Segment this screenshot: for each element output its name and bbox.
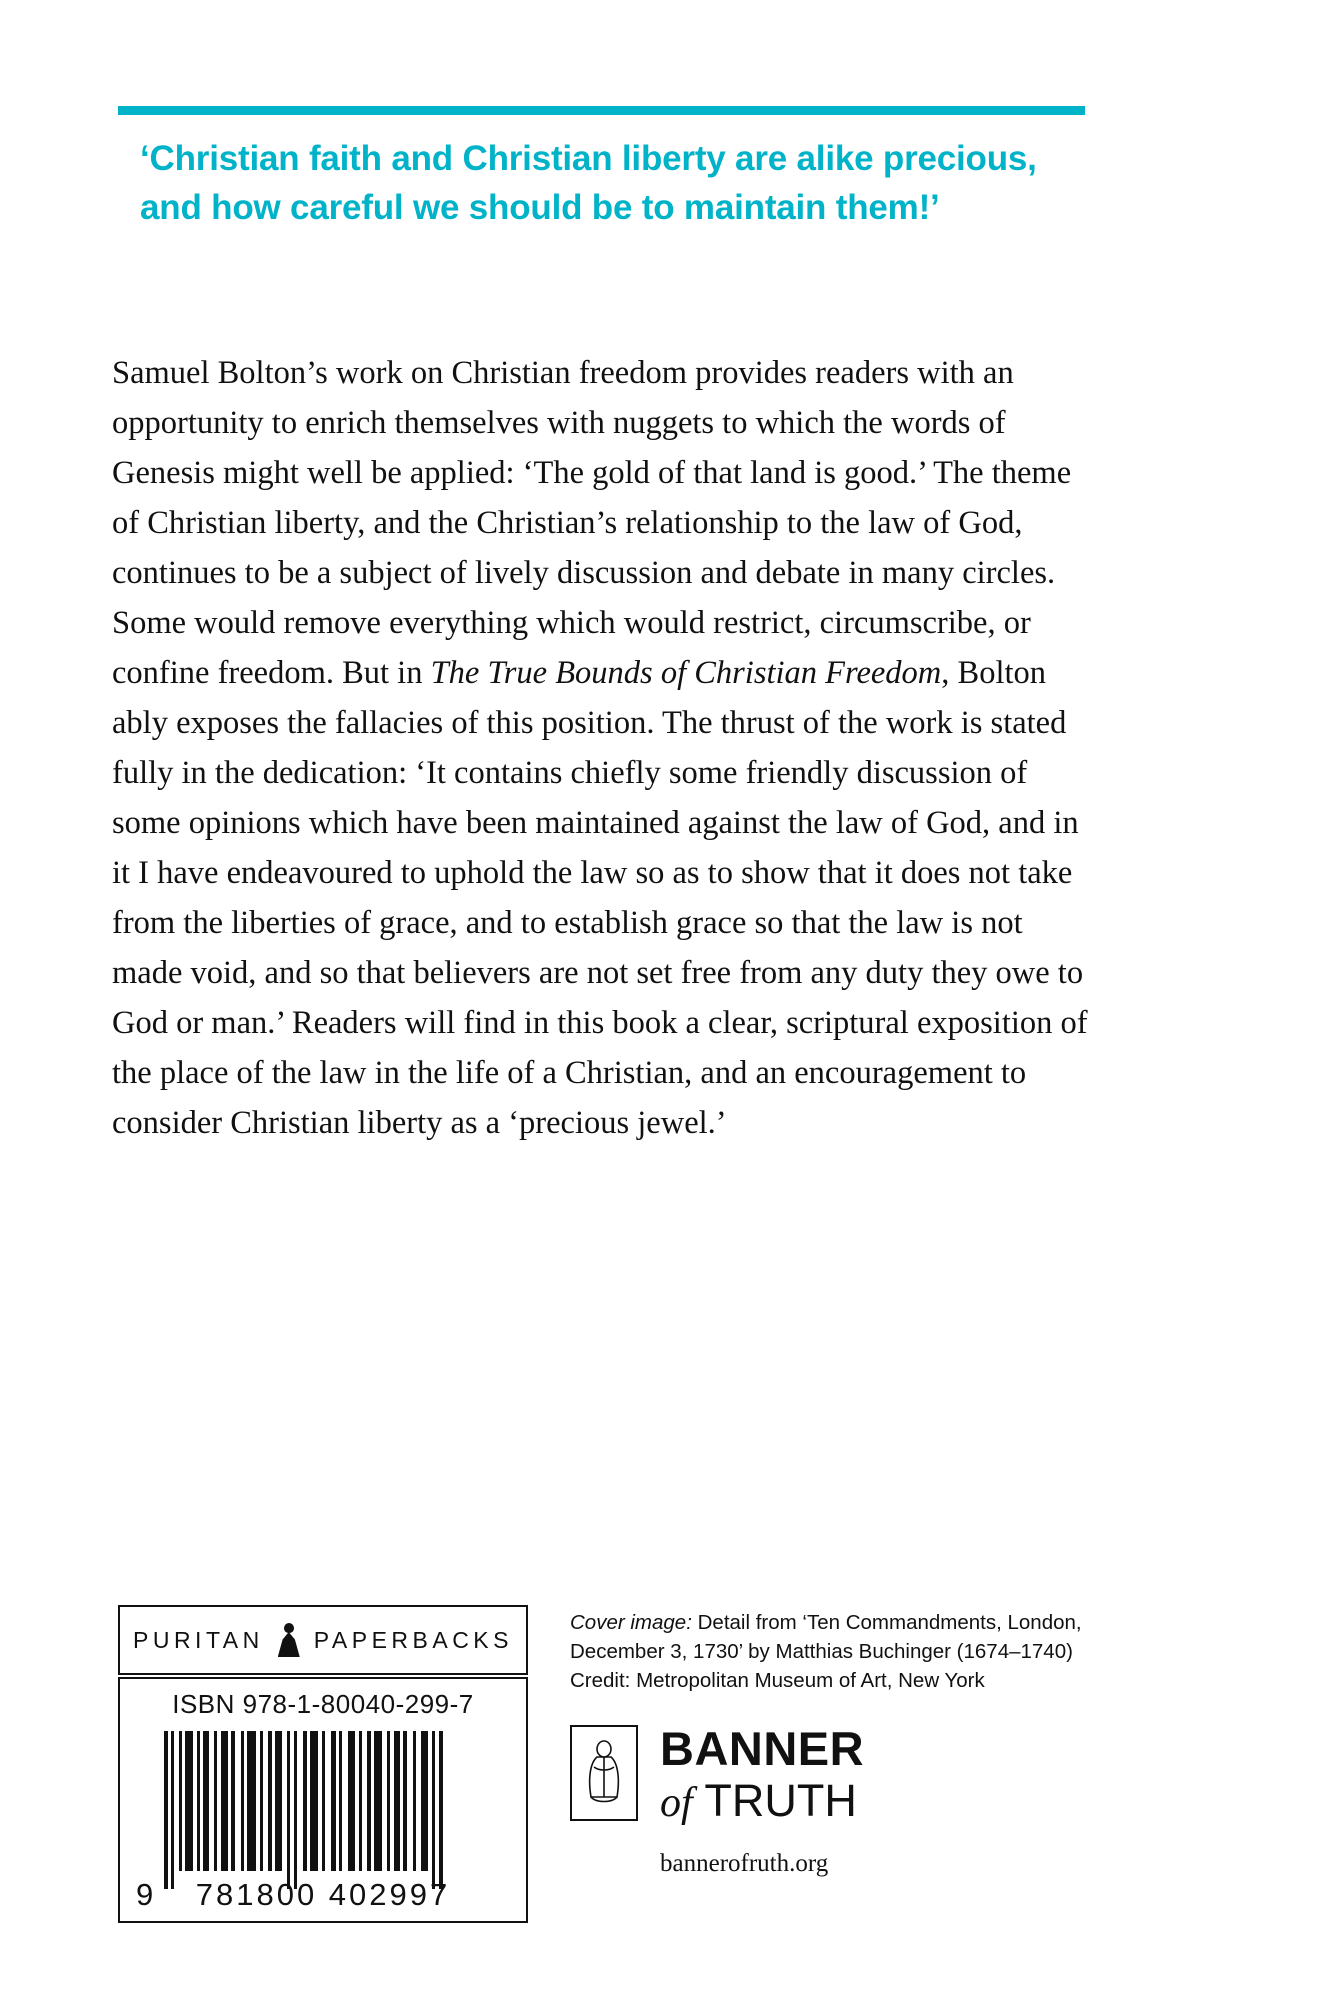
- pull-quote: ‘Christian faith and Christian liberty are alike precious, and how careful we should be to maintain them!’: [140, 139, 1037, 227]
- barcode-lead-digit: 9: [136, 1877, 157, 1912]
- puritan-figure-icon: [278, 1623, 300, 1657]
- series-label: [133, 1623, 513, 1657]
- publisher-name-of-truth: [660, 1775, 864, 1826]
- barcode-block: [118, 1677, 528, 1923]
- isbn-label: ISBN 978-1-80040-299-7: [172, 1689, 474, 1719]
- credit-line-2: December 3, 1730’ by Matthias Buchinger (1674–1740): [570, 1640, 1073, 1663]
- banner-of-truth-logo-icon: [570, 1725, 638, 1821]
- publisher-website[interactable]: bannerofruth.org: [660, 1850, 829, 1877]
- blurb-part-1: Samuel Bolton’s work on Christian freedom provides readers with an opportunity to enrich themselves with nuggets to which the words of Genesis might well be applied: ‘The gold of that land is good.’ The theme of Christian liberty, and the Christian’s relationship to the law of God, continues to be a subject of lively discussion and debate in many circles. Some would remove everything which would restrict, circumscribe, or confine freedom. But in: [112, 355, 1072, 691]
- accent-rule: [118, 106, 1085, 115]
- credit-line-1: Detail from ‘Ten Commandments, London,: [691, 1611, 1082, 1634]
- cover-image-credit: [570, 1608, 1110, 1695]
- blurb-book-title: The True Bounds of Christian Freedom: [430, 655, 942, 691]
- publisher-name: [660, 1722, 865, 1826]
- publisher-name-truth: TRUTH: [704, 1775, 857, 1826]
- credit-line-3: Credit: Metropolitan Museum of Art, New York: [570, 1669, 985, 1692]
- publisher-name-banner: BANNER: [660, 1722, 865, 1775]
- blurb-text: [112, 348, 1097, 1148]
- credit-label: Cover image:: [570, 1611, 692, 1634]
- barcode-bars: [164, 1731, 494, 1871]
- blurb-part-2: , Bolton ably exposes the fallacies of this position. The thrust of the work is stated fully in the dedication: ‘It contains chiefly some friendly discussion of some opinions which have been maintained against the law of God, and in it I have endeavoured to uphold the law so as to show that it does not take from the liberties of grace, and to establish grace so that the law is not made void, and so that believers are not set free from any duty they owe to God or man.’ Readers will find in this book a clear, scriptural exposition of the place of the law in the life of a Christian, and an encouragement to consider Christian liberty as a ‘precious jewel.’: [112, 655, 1088, 1141]
- series-badge: [118, 1605, 528, 1675]
- series-right-word: PAPERBACKS: [313, 1626, 513, 1653]
- publisher-block: [570, 1722, 1110, 1826]
- series-left-word: PURITAN: [133, 1626, 264, 1653]
- barcode-digits-row: [120, 1877, 526, 1913]
- publisher-name-of: of: [660, 1780, 693, 1826]
- barcode-digits: 781800 402997: [195, 1877, 451, 1912]
